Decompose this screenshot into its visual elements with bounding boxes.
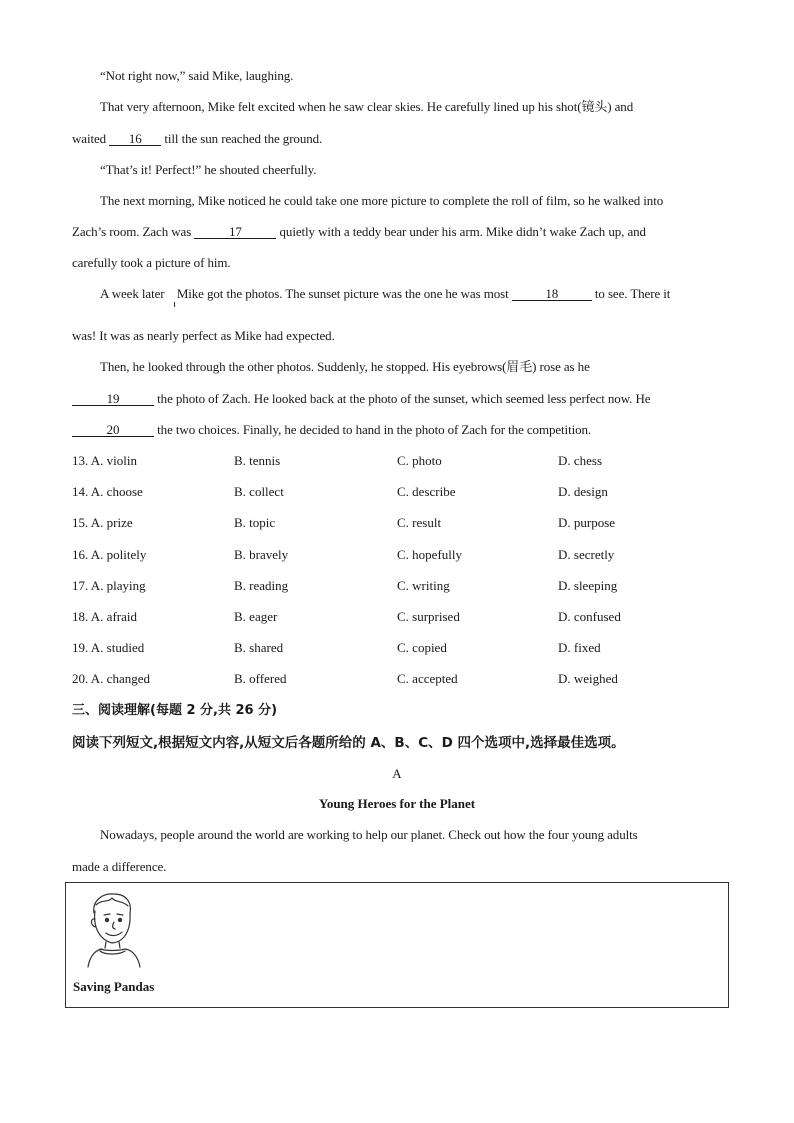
option-b: B. offered xyxy=(234,671,287,686)
passage-line xyxy=(100,286,732,302)
option-row-19 xyxy=(72,640,732,656)
option-b: B. collect xyxy=(234,484,284,499)
passage-line: Nowadays, people around the world are working to help our planet. Check out how the four young adults xyxy=(100,827,638,842)
option-c: C. hopefully xyxy=(397,547,462,562)
option-d: D. weighed xyxy=(558,671,618,686)
passage-line xyxy=(72,422,732,438)
option-c: C. accepted xyxy=(397,671,458,686)
option-b: B. topic xyxy=(234,515,276,530)
option-row-15 xyxy=(72,515,732,531)
passage-line: was! It was as nearly perfect as Mike had expected. xyxy=(72,328,335,343)
option-a: 14. A. choose xyxy=(72,484,143,499)
option-b: B. eager xyxy=(234,609,278,624)
text: Zach’s room. Zach was xyxy=(72,224,192,239)
option-row-13 xyxy=(72,453,732,469)
option-b: B. bravely xyxy=(234,547,289,562)
blank-19: 19 xyxy=(72,392,154,406)
passage-title: Young Heroes for the Planet xyxy=(318,796,476,811)
option-d: D. fixed xyxy=(558,640,601,655)
passage-line: The next morning, Mike noticed he could take one more picture to complete the roll of film, so he walked into xyxy=(100,193,664,208)
info-box xyxy=(65,882,729,1008)
option-d: D. secretly xyxy=(558,547,615,562)
passage-line: That very afternoon, Mike felt excited when he saw clear skies. He carefully lined up his shot(镜头) and xyxy=(100,99,634,114)
passage-label: A xyxy=(392,766,402,781)
passage-line: “That’s it! Perfect!” he shouted cheerfully. xyxy=(100,162,317,177)
option-d: D. purpose xyxy=(558,515,616,530)
section-heading: 三、阅读理解(每题 2 分,共 26 分) xyxy=(72,703,278,718)
option-b: B. reading xyxy=(234,578,289,593)
punctuation-mark xyxy=(174,302,175,307)
passage-line: Then, he looked through the other photos. Suddenly, he stopped. His eyebrows(眉毛) rose as he xyxy=(100,359,590,374)
option-a: 16. A. politely xyxy=(72,547,147,562)
text: quietly with a teddy bear under his arm. Mike didn’t wake Zach up, and xyxy=(279,224,646,239)
option-a: 15. A. prize xyxy=(72,515,133,530)
text: waited xyxy=(72,131,107,146)
option-c: C. surprised xyxy=(397,609,460,624)
blank-18: 18 xyxy=(512,287,592,301)
passage-line xyxy=(72,391,732,407)
option-row-14 xyxy=(72,484,732,500)
option-b: B. tennis xyxy=(234,453,281,468)
section-instruction: 阅读下列短文,根据短文内容,从短文后各题所给的 A、B、C、D 四个选项中,选择最佳选项。 xyxy=(72,735,625,751)
text: till the sun reached the ground. xyxy=(164,131,323,146)
text: to see. There it xyxy=(594,286,671,301)
option-a: 17. A. playing xyxy=(72,578,146,593)
option-a: 19. A. studied xyxy=(72,640,145,655)
option-row-16 xyxy=(72,547,732,563)
option-d: D. chess xyxy=(558,453,603,468)
passage-line: “Not right now,” said Mike, laughing. xyxy=(100,68,294,83)
option-b: B. shared xyxy=(234,640,284,655)
blank-16: 16 xyxy=(109,132,161,146)
passage-line xyxy=(72,224,732,240)
option-a: 20. A. changed xyxy=(72,671,150,686)
box-caption: Saving Pandas xyxy=(73,979,155,994)
text: Mike got the photos. The sunset picture was the one he was most xyxy=(176,286,509,301)
text: A week later xyxy=(100,286,165,301)
option-d: D. confused xyxy=(558,609,621,624)
option-row-18 xyxy=(72,609,732,625)
option-a: 18. A. afraid xyxy=(72,609,137,624)
option-d: D. sleeping xyxy=(558,578,618,593)
blank-20: 20 xyxy=(72,423,154,437)
passage-line: carefully took a picture of him. xyxy=(72,255,231,270)
option-d: D. design xyxy=(558,484,608,499)
option-c: C. result xyxy=(397,515,442,530)
option-row-20 xyxy=(72,671,732,687)
text: the two choices. Finally, he decided to hand in the photo of Zach for the competition. xyxy=(157,422,592,437)
option-c: C. photo xyxy=(397,453,442,468)
text: the photo of Zach. He looked back at the photo of the sunset, which seemed less perfect now. He xyxy=(157,391,651,406)
passage-line xyxy=(72,131,732,147)
boy-portrait-image xyxy=(78,889,148,969)
option-c: C. copied xyxy=(397,640,447,655)
passage-line: made a difference. xyxy=(72,859,167,874)
option-c: C. writing xyxy=(397,578,450,593)
option-a: 13. A. violin xyxy=(72,453,138,468)
option-row-17 xyxy=(72,578,732,594)
blank-17: 17 xyxy=(194,225,276,239)
option-c: C. describe xyxy=(397,484,456,499)
